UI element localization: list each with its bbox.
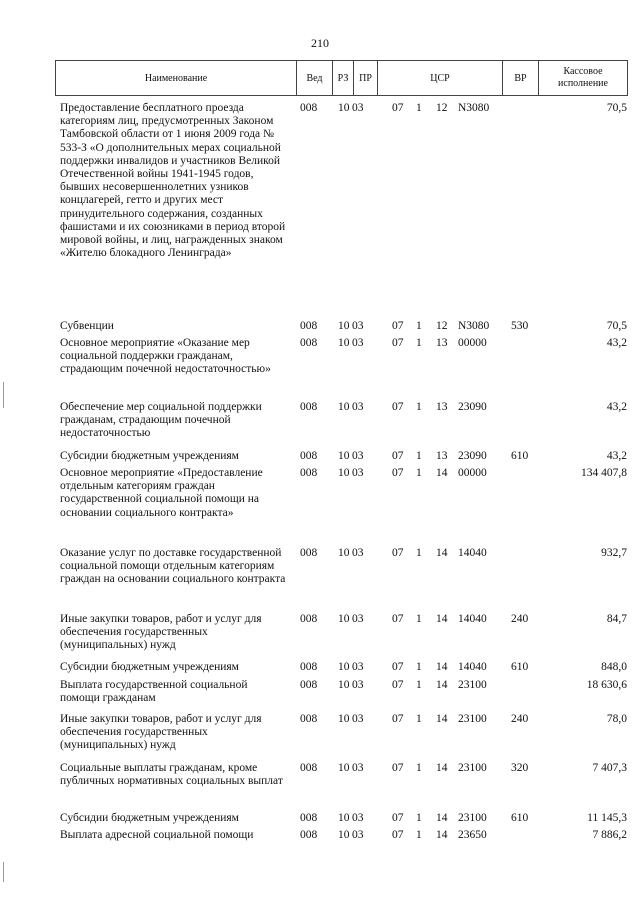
row-csr-2: 1 bbox=[416, 450, 422, 462]
row-csr-3: 12 bbox=[436, 102, 448, 114]
row-ved: 008 bbox=[300, 713, 318, 725]
row-csr-4: 23100 bbox=[458, 713, 487, 725]
row-csr-3: 12 bbox=[436, 320, 448, 332]
row-ved: 008 bbox=[300, 450, 318, 462]
row-csr-3: 13 bbox=[436, 401, 448, 413]
row-csr-4: 14040 bbox=[458, 661, 487, 673]
row-name: Обеспечение мер социальной поддержки гражданам, страдающим почечной недостаточностью bbox=[60, 401, 262, 440]
row-csr-4: N3080 bbox=[458, 320, 490, 332]
row-name: Основное мероприятие «Предоставление отдельным категориям граждан государственной социальной помощи на основании социального контракта» bbox=[60, 467, 263, 519]
row-csr-4: 23100 bbox=[458, 812, 487, 824]
row-vr: 610 bbox=[511, 812, 529, 824]
row-csr-4: 00000 bbox=[458, 337, 487, 349]
row-sum: 70,5 bbox=[606, 102, 627, 114]
table-header bbox=[55, 60, 628, 96]
row-csr-1: 07 bbox=[392, 467, 404, 479]
row-ved: 008 bbox=[300, 762, 318, 774]
row-sum: 11 145,3 bbox=[587, 812, 627, 824]
row-pr: 03 bbox=[352, 450, 364, 462]
row-ved: 008 bbox=[300, 320, 318, 332]
row-rz: 10 bbox=[338, 102, 350, 114]
row-csr-4: 23650 bbox=[458, 829, 487, 841]
row-csr-2: 1 bbox=[416, 102, 422, 114]
row-csr-1: 07 bbox=[392, 450, 404, 462]
row-pr: 03 bbox=[352, 337, 364, 349]
row-name: Предоставление бесплатного проезда категориям лиц, предусмотренных Законом Тамбовской области от 1 июня 2009 года № 533-З «О дополнительных мерах социальной поддержки инвалидов и участников Великой Отечественной войны 1941-1945 годов, бывших несовершеннолетних узников концлагерей, гетто и других мест принудительного содержания, созданных фашистами и их союзниками в период второй мировой войны, и лиц, награжденных знаком «Жителю блокадного Ленинграда» bbox=[60, 102, 286, 260]
row-rz: 10 bbox=[338, 713, 350, 725]
row-csr-1: 07 bbox=[392, 812, 404, 824]
row-sum: 18 630,6 bbox=[586, 679, 627, 691]
row-csr-2: 1 bbox=[416, 762, 422, 774]
row-csr-3: 14 bbox=[436, 547, 448, 559]
row-csr-4: 00000 bbox=[458, 467, 487, 479]
row-pr: 03 bbox=[352, 102, 364, 114]
row-name: Выплата адресной социальной помощи bbox=[60, 829, 254, 841]
row-csr-2: 1 bbox=[416, 337, 422, 349]
row-pr: 03 bbox=[352, 613, 364, 625]
row-rz: 10 bbox=[338, 661, 350, 673]
row-csr-4: 23100 bbox=[458, 762, 487, 774]
row-pr: 03 bbox=[352, 467, 364, 479]
header-csr: ЦСР bbox=[377, 61, 502, 95]
row-csr-2: 1 bbox=[416, 401, 422, 413]
scan-margin-mark bbox=[3, 382, 4, 408]
row-name: Субсидии бюджетным учреждениям bbox=[60, 812, 239, 824]
row-name: Иные закупки товаров, работ и услуг для обеспечения государственных (муниципальных) нужд bbox=[60, 713, 262, 752]
row-csr-2: 1 bbox=[416, 661, 422, 673]
row-sum: 43,2 bbox=[606, 337, 627, 349]
row-pr: 03 bbox=[352, 829, 364, 841]
row-rz: 10 bbox=[338, 401, 350, 413]
row-pr: 03 bbox=[352, 320, 364, 332]
row-csr-1: 07 bbox=[392, 401, 404, 413]
row-vr: 240 bbox=[511, 613, 529, 625]
row-csr-3: 14 bbox=[436, 713, 448, 725]
row-vr: 320 bbox=[511, 762, 529, 774]
row-csr-1: 07 bbox=[392, 829, 404, 841]
row-csr-1: 07 bbox=[392, 713, 404, 725]
row-csr-3: 14 bbox=[436, 613, 448, 625]
row-name: Оказание услуг по доставке государственной социальной помощи отдельным категориям граждан на основании социального контракта bbox=[60, 547, 286, 586]
row-csr-3: 14 bbox=[436, 467, 448, 479]
row-rz: 10 bbox=[338, 829, 350, 841]
row-rz: 10 bbox=[338, 450, 350, 462]
header-pr: ПР bbox=[353, 61, 377, 95]
row-rz: 10 bbox=[338, 613, 350, 625]
header-vr: ВР bbox=[502, 61, 538, 95]
row-rz: 10 bbox=[338, 679, 350, 691]
row-csr-3: 14 bbox=[436, 829, 448, 841]
row-sum: 70,5 bbox=[606, 320, 627, 332]
row-csr-4: N3080 bbox=[458, 102, 490, 114]
row-sum: 932,7 bbox=[601, 547, 627, 559]
row-csr-2: 1 bbox=[416, 613, 422, 625]
row-sum: 134 407,8 bbox=[581, 467, 627, 479]
row-csr-2: 1 bbox=[416, 467, 422, 479]
row-csr-3: 14 bbox=[436, 661, 448, 673]
row-csr-1: 07 bbox=[392, 679, 404, 691]
row-csr-1: 07 bbox=[392, 613, 404, 625]
row-rz: 10 bbox=[338, 320, 350, 332]
row-ved: 008 bbox=[300, 829, 318, 841]
row-csr-3: 14 bbox=[436, 762, 448, 774]
row-name: Иные закупки товаров, работ и услуг для обеспечения государственных (муниципальных) нужд bbox=[60, 613, 262, 652]
row-ved: 008 bbox=[300, 661, 318, 673]
row-csr-1: 07 bbox=[392, 762, 404, 774]
row-pr: 03 bbox=[352, 762, 364, 774]
row-ved: 008 bbox=[300, 467, 318, 479]
row-ved: 008 bbox=[300, 102, 318, 114]
row-ved: 008 bbox=[300, 337, 318, 349]
row-vr: 240 bbox=[511, 713, 529, 725]
row-csr-3: 13 bbox=[436, 450, 448, 462]
page-number: 210 bbox=[311, 36, 329, 50]
row-csr-1: 07 bbox=[392, 320, 404, 332]
row-ved: 008 bbox=[300, 613, 318, 625]
row-pr: 03 bbox=[352, 401, 364, 413]
row-rz: 10 bbox=[338, 812, 350, 824]
row-csr-3: 14 bbox=[436, 679, 448, 691]
row-pr: 03 bbox=[352, 679, 364, 691]
row-name: Основное мероприятие «Оказание мер социальной поддержки гражданам, страдающим почечной недостаточностью» bbox=[60, 337, 271, 376]
row-csr-1: 07 bbox=[392, 547, 404, 559]
header-ved: Вед bbox=[296, 61, 332, 95]
row-ved: 008 bbox=[300, 679, 318, 691]
row-csr-1: 07 bbox=[392, 337, 404, 349]
row-csr-4: 23090 bbox=[458, 450, 487, 462]
row-csr-2: 1 bbox=[416, 320, 422, 332]
header-rz: РЗ bbox=[332, 61, 353, 95]
row-rz: 10 bbox=[338, 547, 350, 559]
row-vr: 610 bbox=[511, 661, 529, 673]
row-csr-1: 07 bbox=[392, 661, 404, 673]
row-sum: 43,2 bbox=[606, 450, 627, 462]
row-rz: 10 bbox=[338, 337, 350, 349]
row-ved: 008 bbox=[300, 401, 318, 413]
row-name: Социальные выплаты гражданам, кроме публичных нормативных социальных выплат bbox=[60, 762, 283, 788]
row-csr-4: 23100 bbox=[458, 679, 487, 691]
row-pr: 03 bbox=[352, 547, 364, 559]
row-vr: 610 bbox=[511, 450, 529, 462]
row-csr-2: 1 bbox=[416, 547, 422, 559]
header-name: Наименование bbox=[144, 72, 208, 84]
row-csr-4: 23090 bbox=[458, 401, 487, 413]
row-ved: 008 bbox=[300, 547, 318, 559]
row-pr: 03 bbox=[352, 661, 364, 673]
row-csr-3: 13 bbox=[436, 337, 448, 349]
row-name: Выплата государственной социальной помощи гражданам bbox=[60, 679, 248, 705]
row-name: Субсидии бюджетным учреждениям bbox=[60, 450, 239, 462]
scan-margin-mark bbox=[3, 862, 4, 882]
row-name: Субвенции bbox=[60, 320, 114, 332]
row-pr: 03 bbox=[352, 812, 364, 824]
row-csr-2: 1 bbox=[416, 679, 422, 691]
row-csr-2: 1 bbox=[416, 812, 422, 824]
row-vr: 530 bbox=[511, 320, 529, 332]
row-sum: 7 407,3 bbox=[592, 762, 627, 774]
row-ved: 008 bbox=[300, 812, 318, 824]
row-csr-3: 14 bbox=[436, 812, 448, 824]
row-name: Субсидии бюджетным учреждениям bbox=[60, 661, 239, 673]
row-sum: 43,2 bbox=[606, 401, 627, 413]
row-csr-2: 1 bbox=[416, 713, 422, 725]
row-rz: 10 bbox=[338, 762, 350, 774]
row-sum: 78,0 bbox=[606, 713, 627, 725]
header-cash: Кассовое исполнение bbox=[538, 61, 627, 95]
row-csr-4: 14040 bbox=[458, 613, 487, 625]
row-csr-4: 14040 bbox=[458, 547, 487, 559]
row-rz: 10 bbox=[338, 467, 350, 479]
row-sum: 84,7 bbox=[606, 613, 627, 625]
row-pr: 03 bbox=[352, 713, 364, 725]
row-csr-2: 1 bbox=[416, 829, 422, 841]
row-csr-1: 07 bbox=[392, 102, 404, 114]
row-sum: 848,0 bbox=[601, 661, 627, 673]
row-sum: 7 886,2 bbox=[592, 829, 627, 841]
